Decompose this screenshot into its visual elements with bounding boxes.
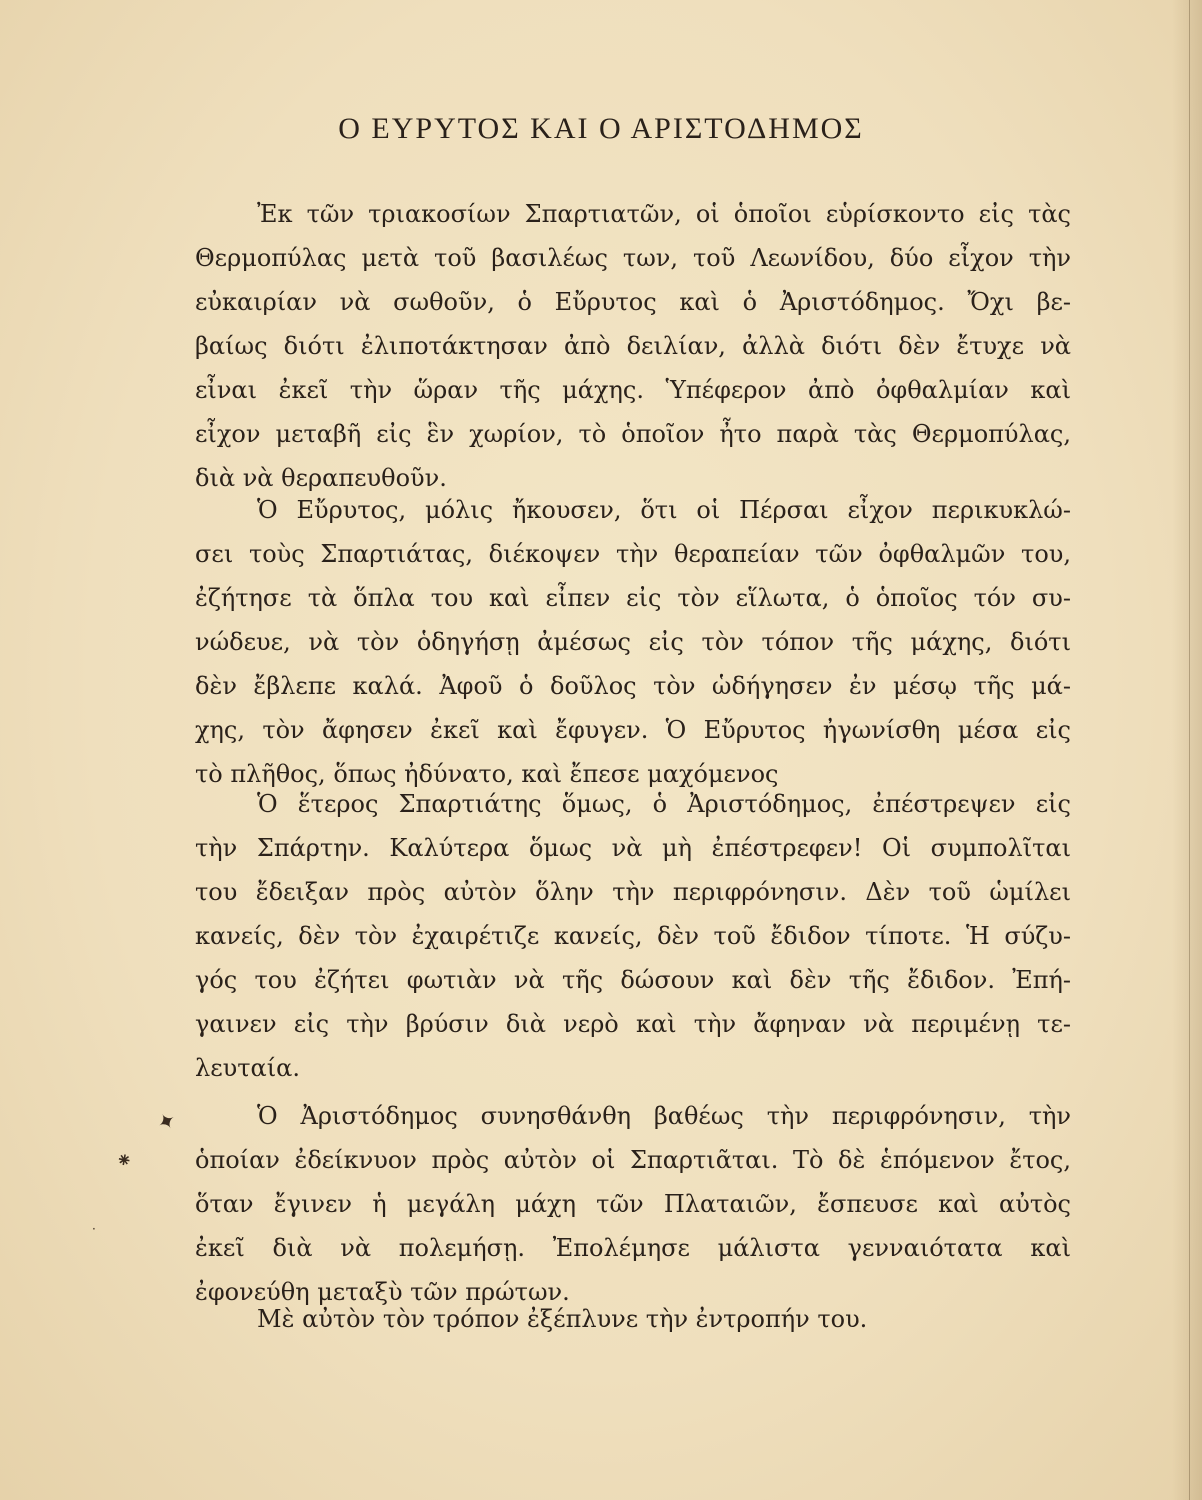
paragraph-1 (195, 192, 1071, 500)
text-line: Μὲ αὐτὸν τὸν τρόπον ἐξέπλυνε τὴν ἐντροπήν του. (257, 1305, 868, 1333)
paragraph-3 (195, 782, 1071, 1090)
paragraph-2 (195, 488, 1071, 796)
text-line: τὴν Σπάρτην. Καλύτερα ὅμως νὰ μὴ ἐπέστρεφεν! Οἱ συμπολῖται (195, 834, 1071, 862)
text-line: κανείς, δὲν τὸν ἐχαιρέτιζε κανείς, δὲν τοῦ ἔδιδον τίποτε. Ἡ σύζυ- (195, 922, 1071, 950)
ink-blot-icon: ✦ (152, 1107, 182, 1138)
text-line: ὁποίαν ἐδείκνυον πρὸς αὐτὸν οἱ Σπαρτιᾶται. Τὸ δὲ ἑπόμενον ἔτος, (195, 1146, 1071, 1174)
text-line: ἐζήτησε τὰ ὅπλα του καὶ εἶπεν εἰς τὸν εἵλωτα, ὁ ὁποῖος τόν συ- (195, 584, 1071, 612)
text-line: Ὁ ἕτερος Σπαρτιάτης ὅμως, ὁ Ἀριστόδημος, ἐπέστρεψεν εἰς (257, 790, 1071, 818)
text-line: δὲν ἔβλεπε καλά. Ἀφοῦ ὁ δοῦλος τὸν ὡδήγησεν ἐν μέσῳ τῆς μά- (195, 672, 1071, 700)
text-line: τὸ πλῆθος, ὅπως ἠδύνατο, καὶ ἔπεσε μαχόμενος (195, 760, 779, 788)
text-line: Ὁ Εὔρυτος, μόλις ἤκουσεν, ὅτι οἱ Πέρσαι εἶχον περικυκλώ- (257, 496, 1071, 524)
text-line: εἶχον μεταβῆ εἰς ἓν χωρίον, τὸ ὁποῖον ἦτο παρὰ τὰς Θερμοπύλας, (195, 420, 1071, 448)
text-line: εὐκαιρίαν νὰ σωθοῦν, ὁ Εὔρυτος καὶ ὁ Ἀριστόδημος. Ὄχι βε- (195, 288, 1071, 316)
text-line: του ἔδειξαν πρὸς αὐτὸν ὅλην τὴν περιφρόνησιν. Δὲν τοῦ ὡμίλει (195, 878, 1071, 906)
text-line: νώδευε, νὰ τὸν ὁδηγήσῃ ἀμέσως εἰς τὸν τόπον τῆς μάχης, διότι (195, 628, 1071, 656)
text-line: γός του ἐζήτει φωτιὰν νὰ τῆς δώσουν καὶ δὲν τῆς ἔδιδον. Ἐπή- (195, 966, 1071, 994)
page-edge-shadow (1172, 0, 1202, 1500)
text-line: χης, τὸν ἄφησεν ἐκεῖ καὶ ἔφυγεν. Ὁ Εὔρυτος ἠγωνίσθη μέσα εἰς (195, 716, 1071, 744)
text-line: σει τοὺς Σπαρτιάτας, διέκοψεν τὴν θεραπείαν τῶν ὀφθαλμῶν του, (195, 540, 1071, 568)
page-title: Ο ΕΥΡΥΤΟΣ ΚΑΙ Ο ΑΡΙΣΤΟΔΗΜΟΣ (338, 112, 864, 145)
paragraph-4 (195, 1094, 1071, 1314)
text-line: Θερμοπύλας μετὰ τοῦ βασιλέως των, τοῦ Λεωνίδου, δύο εἶχον τὴν (195, 244, 1071, 272)
text-line: ἐκεῖ διὰ νὰ πολεμήσῃ. Ἐπολέμησε μάλιστα γενναιότατα καὶ (195, 1234, 1071, 1262)
ink-dot-icon: · (92, 1222, 96, 1236)
text-line: Ὁ Ἀριστόδημος συνησθάνθη βαθέως τὴν περιφρόνησιν, τὴν (257, 1102, 1071, 1130)
text-line: εἶναι ἐκεῖ τὴν ὥραν τῆς μάχης. Ὑπέφερον ἀπὸ ὀφθαλμίαν καὶ (195, 376, 1071, 404)
text-line: Ἐκ τῶν τριακοσίων Σπαρτιατῶν, οἱ ὁποῖοι εὑρίσκοντο εἰς τὰς (257, 200, 1071, 228)
text-line: λευταία. (195, 1054, 300, 1082)
page-edge-line (1189, 0, 1190, 1500)
ink-blot-icon: ⁕ (110, 1145, 139, 1175)
text-line: διὰ νὰ θεραπευθοῦν. (195, 464, 447, 492)
text-line: γαινεν εἰς τὴν βρύσιν διὰ νερὸ καὶ τὴν ἄφηναν νὰ περιμένῃ τε- (195, 1010, 1071, 1038)
text-line: ὅταν ἔγινεν ἡ μεγάλη μάχη τῶν Πλαταιῶν, ἔσπευσε καὶ αὐτὸς (195, 1190, 1071, 1218)
text-line: βαίως διότι ἐλιποτάκτησαν ἀπὸ δειλίαν, ἀλλὰ διότι δὲν ἔτυχε νὰ (195, 332, 1071, 360)
text-line: ἐφονεύθη μεταξὺ τῶν πρώτων. (195, 1278, 570, 1306)
paragraph-5 (195, 1297, 1071, 1341)
